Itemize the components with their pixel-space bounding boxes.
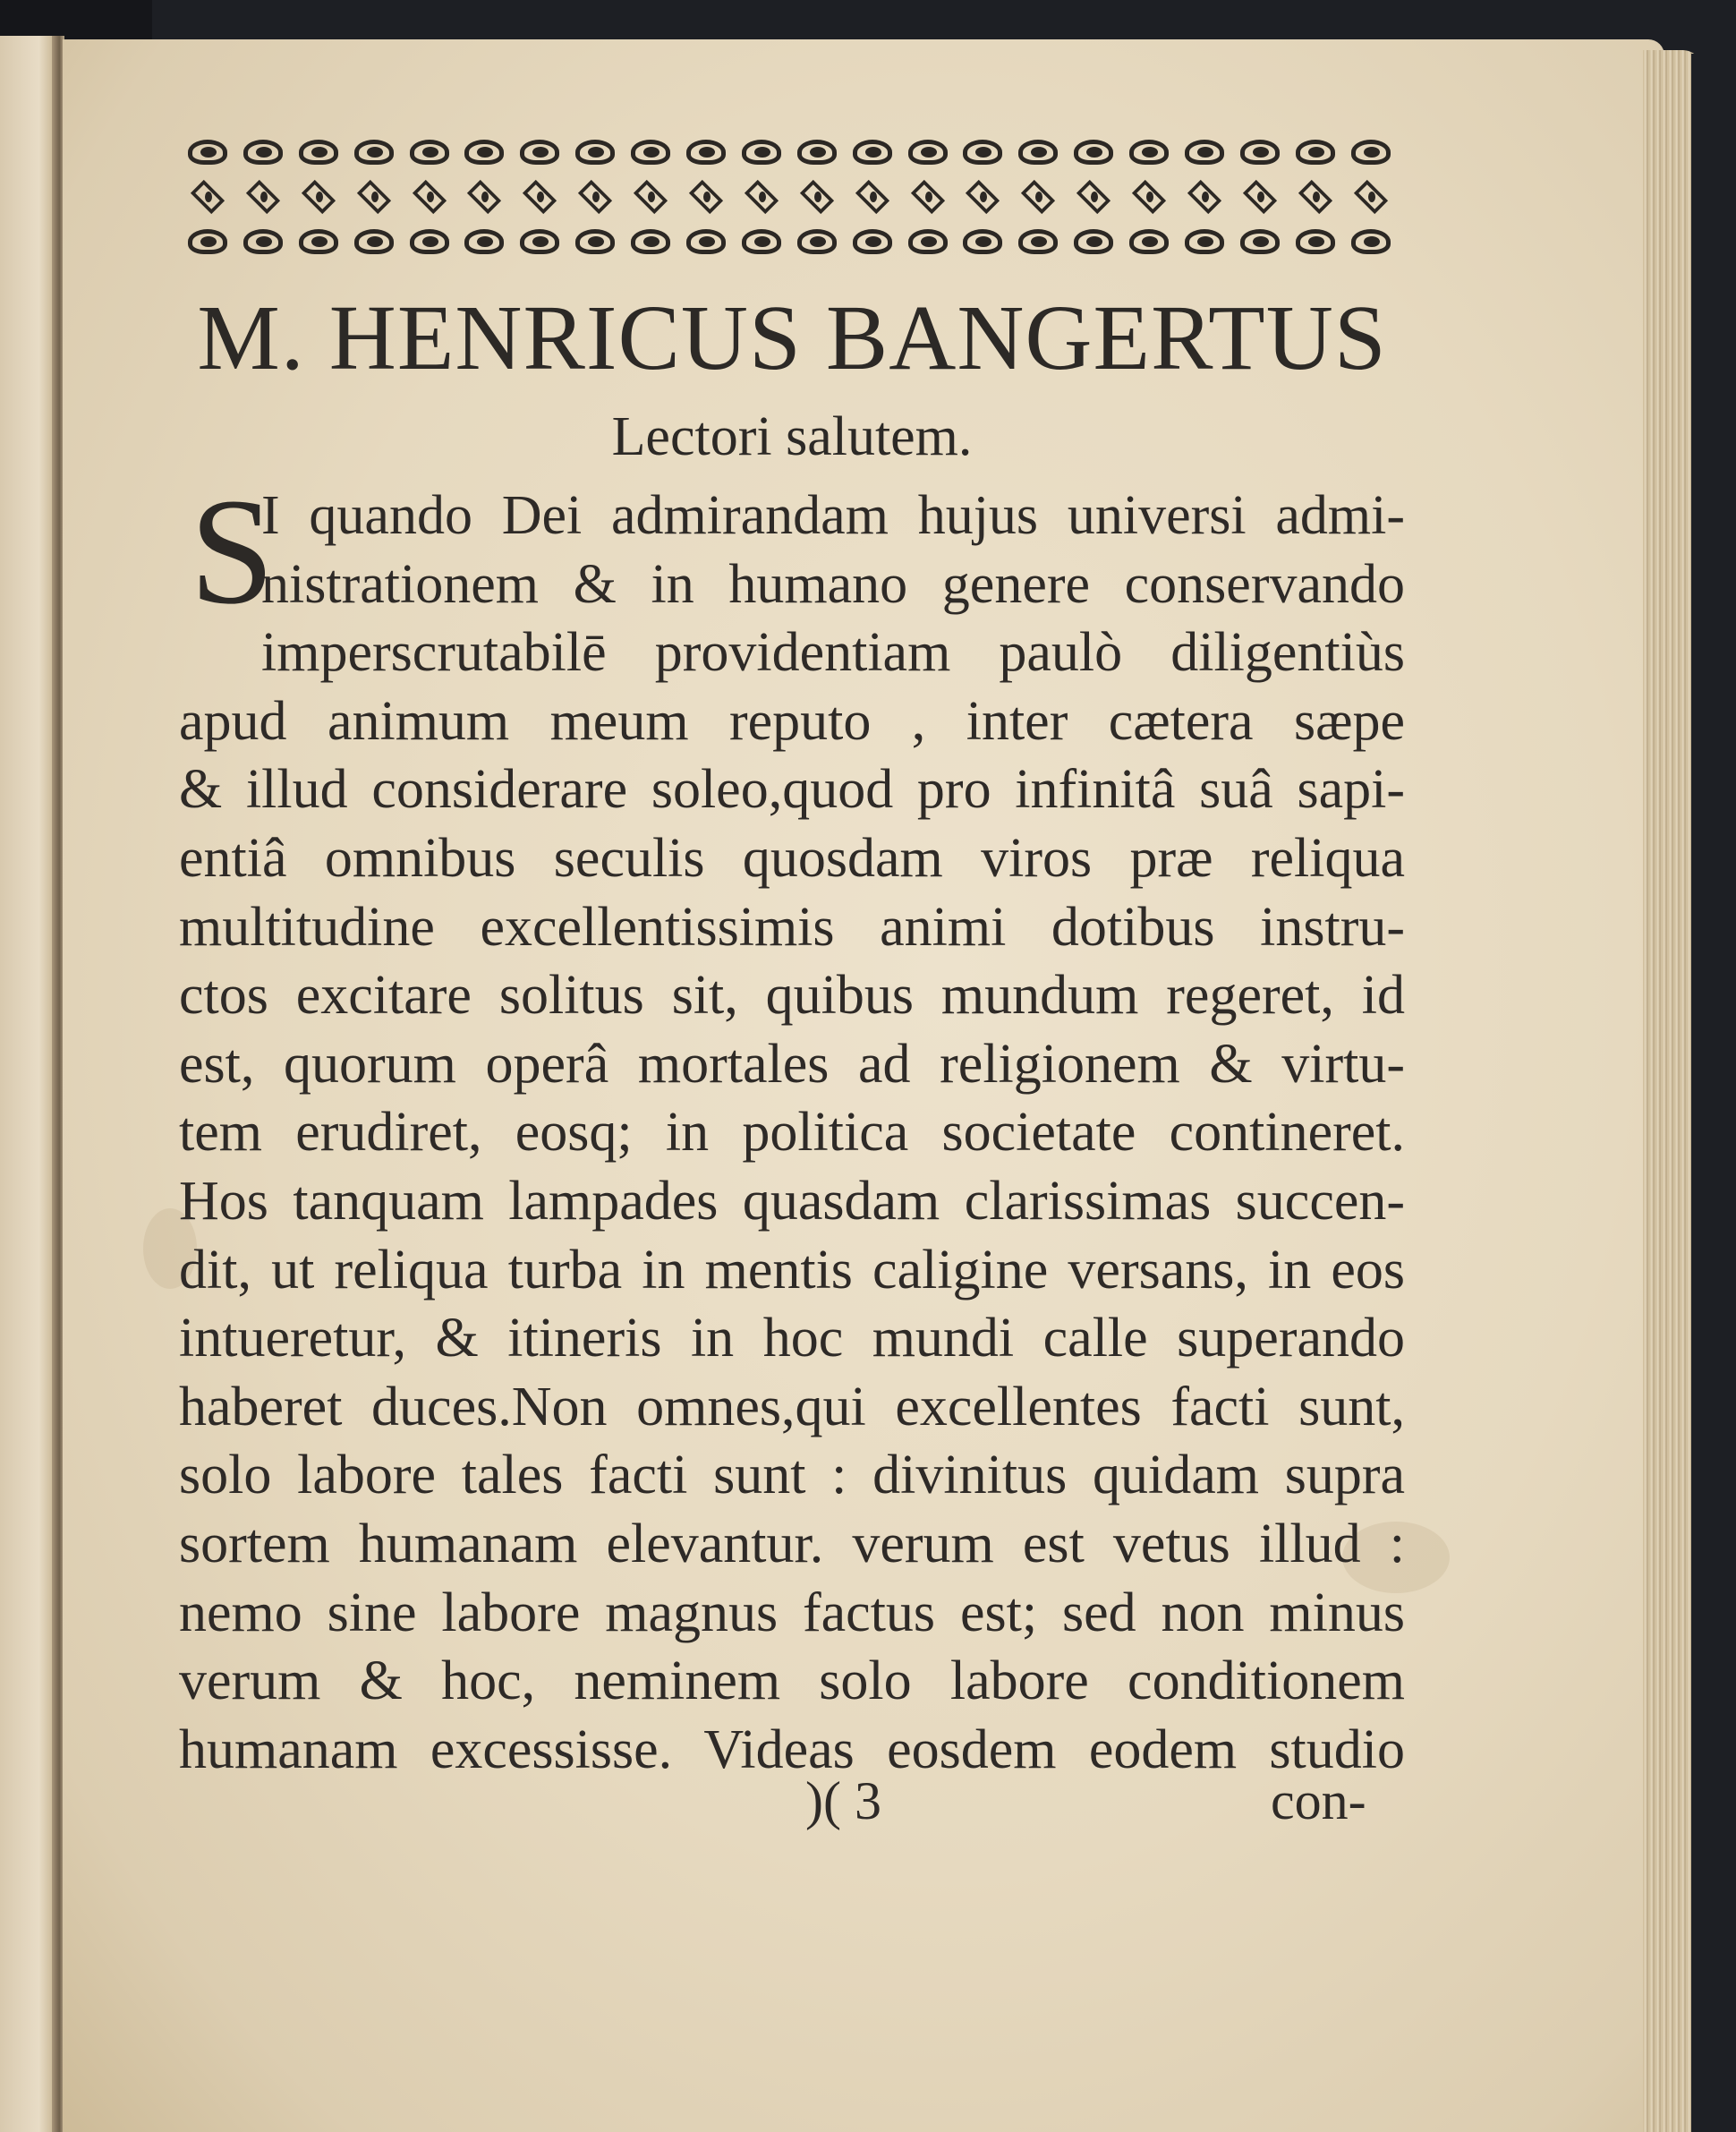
text-line: solo labore tales facti sunt : divinitus quidam supra xyxy=(179,1445,1405,1506)
text-line: humanam excessisse. Videas eosdem eodem studio xyxy=(179,1718,1405,1780)
page-title: M. HENRICUS BANGERTUS xyxy=(197,286,1387,389)
text-line: intueretur, & itineris in hoc mundi calle superando xyxy=(179,1308,1405,1369)
catchword: con- xyxy=(1271,1771,1366,1830)
text-line: dit, ut reliqua turba in mentis caligine versans, in eos xyxy=(179,1239,1405,1301)
ornamental-headpiece xyxy=(183,134,1398,260)
text-line: verum & hoc, neminem solo labore conditionem xyxy=(179,1650,1405,1712)
left-page-edge xyxy=(0,36,55,2132)
text-line: nistrationem & in humano genere conservando xyxy=(261,553,1405,615)
drop-cap: S xyxy=(190,467,275,635)
text-line: & illud considerare soleo,quod pro infinitâ suâ sapi- xyxy=(179,759,1405,821)
ornament-row-middle xyxy=(183,179,1398,215)
text-line: imperscrutabilē providentiam paulò diligentiùs xyxy=(261,622,1405,684)
scan-background-right xyxy=(1691,54,1736,2132)
text-line: tem erudiret, eosq; in politica societate contineret. xyxy=(179,1102,1405,1164)
text-line: est, quorum operâ mortales ad religionem & virtu- xyxy=(179,1033,1405,1095)
text-line: haberet duces.Non omnes,qui excellentes facti sunt, xyxy=(179,1376,1405,1437)
text-line: Hos tanquam lampades quasdam clarissimas succen- xyxy=(179,1170,1405,1232)
ornament-row-bottom xyxy=(183,224,1398,260)
body-text xyxy=(179,467,1405,1784)
signature-mark: )( 3 xyxy=(805,1771,881,1830)
text-line: I quando Dei admirandam hujus universi admi- xyxy=(261,485,1405,546)
page-subtitle: Lectori salutem. xyxy=(611,406,973,467)
text-line: nemo sine labore magnus factus est; sed non minus xyxy=(179,1582,1405,1643)
text-line: ctos excitare solitus sit, quibus mundum regeret, id xyxy=(179,965,1405,1027)
text-line: multitudine excellentissimis animi dotibus instru- xyxy=(179,896,1405,958)
ornament-row-top xyxy=(183,134,1398,170)
text-line: apud animum meum reputo , inter cætera sæpe xyxy=(179,690,1405,752)
text-line: entiâ omnibus seculis quosdam viros præ reliqua xyxy=(179,827,1405,889)
text-line: sortem humanam elevantur. verum est vetus illud : xyxy=(179,1513,1405,1574)
